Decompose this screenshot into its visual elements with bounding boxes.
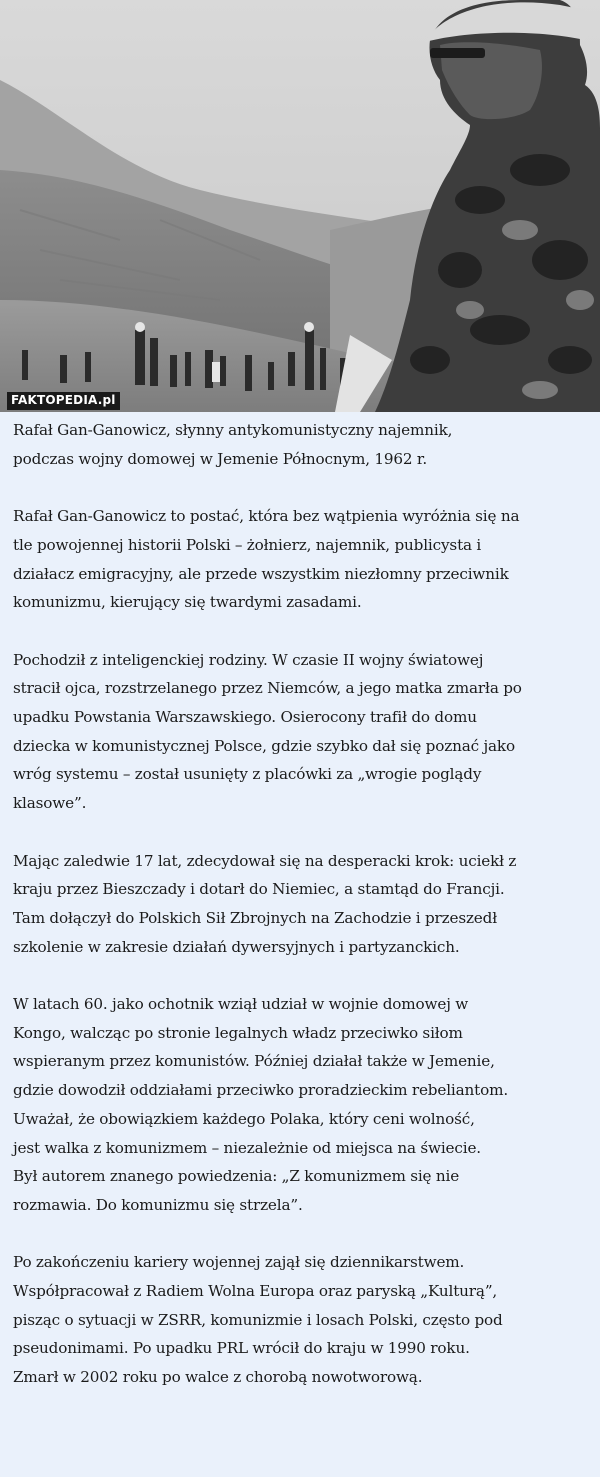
text-line: stracił ojca, rozstrzelanego przez Niemców, a jego matka zmarła po <box>13 679 522 698</box>
caption-line: Rafał Gan-Ganowicz, słynny antykomunistyczny najemnik, <box>13 421 453 439</box>
watermark-logo: FAKTOPEDIA.pl <box>7 392 120 410</box>
article-body <box>0 412 600 1392</box>
text-line: wróg systemu – został usunięty z placówki za „wrogie poglądy <box>13 765 482 784</box>
paragraph-intro <box>13 502 594 617</box>
text-line: szkolenie w zakresie działań dywersyjnych i partyzanckich. <box>13 937 460 956</box>
photo-illustration <box>0 0 600 412</box>
text-line: jest walka z komunizmem – niezależnie od miejsca na świecie. <box>13 1138 481 1157</box>
paragraph-escape <box>13 847 594 962</box>
paragraph-origins <box>13 646 594 818</box>
text-line: Tam dołączył do Polskich Sił Zbrojnych na Zachodzie i przeszedł <box>13 908 497 927</box>
text-line: Pochodził z inteligenckiej rodziny. W czasie II wojny światowej <box>13 650 484 669</box>
text-line: komunizmu, kierujący się twardymi zasadami. <box>13 593 362 612</box>
text-line: Po zakończeniu kariery wojennej zajął się dziennikarstwem. <box>13 1253 465 1272</box>
text-line: Rafał Gan-Ganowicz to postać, która bez wątpienia wyróżnia się na <box>13 507 520 526</box>
text-line: gdzie dowodził oddziałami przeciwko proradzieckim rebeliantom. <box>13 1081 509 1100</box>
photo-caption <box>13 416 594 473</box>
text-line: dziecka w komunistycznej Polsce, gdzie szybko dał się poznać jako <box>13 736 515 755</box>
text-line: kraju przez Bieszczady i dotarł do Niemiec, a stamtąd do Francji. <box>13 880 505 899</box>
text-line: wspieranym przez komunistów. Później działał także w Jemenie, <box>13 1052 495 1071</box>
text-line: Kongo, walcząc po stronie legalnych władz przeciwko siłom <box>13 1023 463 1042</box>
paragraph-journalism <box>13 1248 594 1392</box>
text-line: tle powojennej historii Polski – żołnierz, najemnik, publicysta i <box>13 535 482 554</box>
historical-photo <box>0 0 600 412</box>
text-line: rozmawia. Do komunizmu się strzela”. <box>13 1195 303 1214</box>
caption-line: podczas wojny domowej w Jemenie Północnym, 1962 r. <box>13 449 428 468</box>
paragraph-mercenary <box>13 990 594 1220</box>
text-line: Współpracował z Radiem Wolna Europa oraz paryską „Kulturą”, <box>13 1282 498 1301</box>
text-line: upadku Powstania Warszawskiego. Osierocony trafił do domu <box>13 708 477 726</box>
text-line: Mając zaledwie 17 lat, zdecydował się na desperacki krok: uciekł z <box>13 851 517 870</box>
text-line: działacz emigracyjny, ale przede wszystkim niezłomny przeciwnik <box>13 564 509 583</box>
text-line: W latach 60. jako ochotnik wziął udział w wojnie domowej w <box>13 995 469 1013</box>
text-line: Uważał, że obowiązkiem każdego Polaka, który ceni wolność, <box>13 1109 475 1128</box>
text-line: pseudonimami. Po upadku PRL wrócił do kraju w 1990 roku. <box>13 1339 470 1358</box>
text-line: Zmarł w 2002 roku po walce z chorobą nowotworową. <box>13 1368 423 1387</box>
text-line: Był autorem znanego powiedzenia: „Z komunizmem się nie <box>13 1167 460 1186</box>
text-line: klasowe”. <box>13 794 87 813</box>
text-line: pisząc o sytuacji w ZSRR, komunizmie i losach Polski, często pod <box>13 1310 503 1329</box>
